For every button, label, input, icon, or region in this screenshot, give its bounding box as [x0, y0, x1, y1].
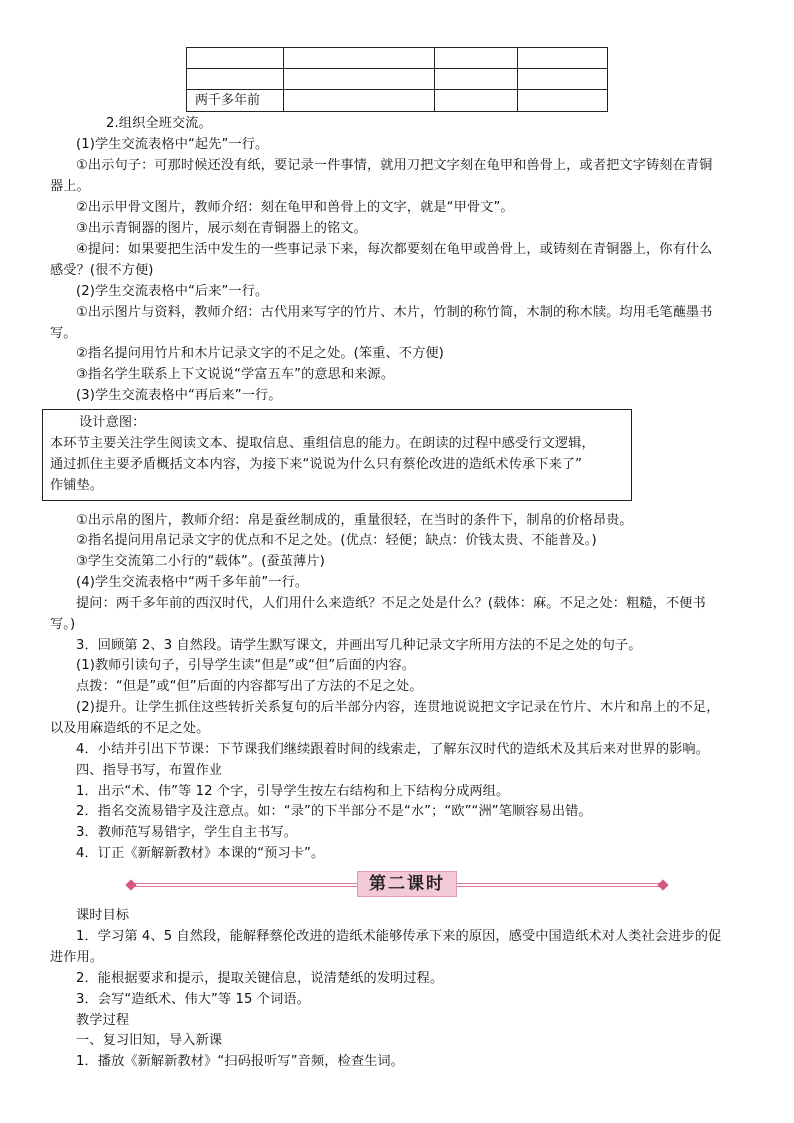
paragraph-line: (1)学生交流表格中“起先”一行。: [76, 137, 269, 152]
table-cell: [284, 48, 435, 69]
paragraph-line: 写。: [50, 326, 77, 341]
design-intent-box: [42, 409, 632, 501]
paragraph-line: ②指名提问用竹片和木片记录文字的不足之处。(笨重、不方便): [76, 346, 444, 361]
section-heading: 四、指导书写，布置作业: [76, 763, 223, 778]
comparison-table: [186, 47, 608, 112]
table-cell: [435, 69, 518, 90]
paragraph-line: 3．会写“造纸术、伟大”等 15 个词语。: [76, 992, 310, 1007]
paragraph-line: 以及用麻造纸的不足之处。: [50, 721, 210, 736]
diamond-icon: [657, 879, 668, 890]
table-row: [187, 69, 608, 90]
section-heading: 教学过程: [76, 1013, 130, 1028]
paragraph-line: 1．出示“术、伟”等 12 个字，引导学生按左右结构和上下结构分成两组。: [76, 784, 510, 799]
paragraph-line: 2.组织全班交流。: [106, 116, 212, 131]
paragraph-line: ①出示图片与资料，教师介绍：古代用来写字的竹片、木片，竹制的称竹简，木制的称木牍。均用毛笔蘸墨书: [76, 305, 713, 320]
table-row: [187, 90, 608, 112]
paragraph-line: ④提问：如果要把生活中发生的一些事记录下来，每次都要刻在龟甲或兽骨上，或铸刻在青铜器上，你有什么: [76, 242, 713, 257]
paragraph-line: 1．学习第 4、5 自然段，能解释蔡伦改进的造纸术能够传承下来的原因，感受中国造纸术对人类社会进步的促: [76, 929, 722, 944]
paragraph-line: (4)学生交流表格中“两千多年前”一行。: [76, 575, 309, 590]
paragraph-line: (2)学生交流表格中“后来”一行。: [76, 284, 269, 299]
table-row: [187, 48, 608, 69]
paragraph-line: (3)学生交流表格中“再后来”一行。: [76, 388, 282, 403]
design-intent-line: 作铺垫。: [50, 478, 104, 493]
table-cell: [284, 90, 435, 112]
table-cell: [518, 90, 608, 112]
paragraph-line: ②指名提问用帛记录文字的优点和不足之处。(优点：轻便；缺点：价钱太贵、不能普及。): [76, 533, 597, 548]
table-cell: [518, 48, 608, 69]
lesson-banner-label: 第二课时: [357, 871, 457, 897]
design-intent-line: 通过抓住主要矛盾概括文本内容，为接下来“说说为什么只有蔡伦改进的造纸术传承下来了”: [50, 457, 583, 472]
paragraph-line: 2．指名交流易错字及注意点。如：“录”的下半部分不是“水”；“欧”“洲”笔顺容易出错。: [76, 804, 592, 819]
paragraph-line: 提问：两千多年前的西汉时代，人们用什么来造纸？不足之处是什么？(载体：麻。不足之处：粗糙，不便书: [76, 596, 706, 611]
paragraph-line: ②出示甲骨文图片，教师介绍：刻在龟甲和兽骨上的文字，就是“甲骨文”。: [76, 200, 514, 215]
paragraph-line: 感受？(很不方便): [50, 263, 154, 278]
table-cell: [187, 48, 284, 69]
paragraph-line: ③指名学生联系上下文说说“学富五车”的意思和来源。: [76, 367, 395, 382]
paragraph-line: 4．小结并引出下节课：下节课我们继续跟着时间的线索走，了解东汉时代的造纸术及其后来对世界的影响。: [76, 742, 709, 757]
paragraph-line: 进作用。: [50, 950, 104, 965]
table-cell: [284, 69, 435, 90]
table-cell: [435, 48, 518, 69]
section-heading: 课时目标: [76, 908, 130, 923]
paragraph-line: 4．订正《新解新教材》本课的“预习卡”。: [76, 846, 325, 861]
paragraph-line: ③出示青铜器的图片，展示刻在青铜器上的铭文。: [76, 221, 367, 236]
paragraph-line: ①出示句子：可那时候还没有纸，要记录一件事情，就用刀把文字刻在龟甲和兽骨上，或者把文字铸刻在青铜: [76, 158, 713, 173]
design-intent-title: 设计意图：: [79, 415, 146, 430]
table-cell: 两千多年前: [187, 90, 284, 112]
paragraph-line: 3．教师范写易错字，学生自主书写。: [76, 825, 298, 840]
lesson-banner: [130, 871, 664, 897]
diamond-icon: [125, 879, 136, 890]
paragraph-line: 1．播放《新解新教材》“扫码报听写”音频，检查生词。: [76, 1054, 404, 1069]
design-intent-line: 本环节主要关注学生阅读文本、提取信息、重组信息的能力。在朗读的过程中感受行文逻辑，: [50, 436, 595, 451]
paragraph-line: 点拨：“但是”或“但”后面的内容都写出了方法的不足之处。: [76, 679, 423, 694]
table-cell: [435, 90, 518, 112]
paragraph-line: ①出示帛的图片，教师介绍：帛是蚕丝制成的，重量很轻，在当时的条件下，制帛的价格昂贵。: [76, 513, 633, 528]
table-cell: [187, 69, 284, 90]
paragraph-line: 写。): [50, 617, 76, 632]
table-cell: [518, 69, 608, 90]
section-heading: 一、复习旧知，导入新课: [76, 1033, 223, 1048]
paragraph-line: ③学生交流第二小行的“载体”。(蚕茧薄片): [76, 554, 325, 569]
paragraph-line: (2)提升。让学生抓住这些转折关系复句的后半部分内容，连贯地说说把文字记录在竹片、木片和帛上的不足，: [76, 700, 720, 715]
paragraph-line: 器上。: [50, 179, 90, 194]
paragraph-line: (1)教师引读句子，引导学生读“但是”或“但”后面的内容。: [76, 658, 416, 673]
paragraph-line: 3．回顾第 2、3 自然段。请学生默写课文，并画出写几种记录文字所用方法的不足之处的句子。: [76, 638, 642, 653]
paragraph-line: 2．能根据要求和提示，提取关键信息，说清楚纸的发明过程。: [76, 971, 444, 986]
